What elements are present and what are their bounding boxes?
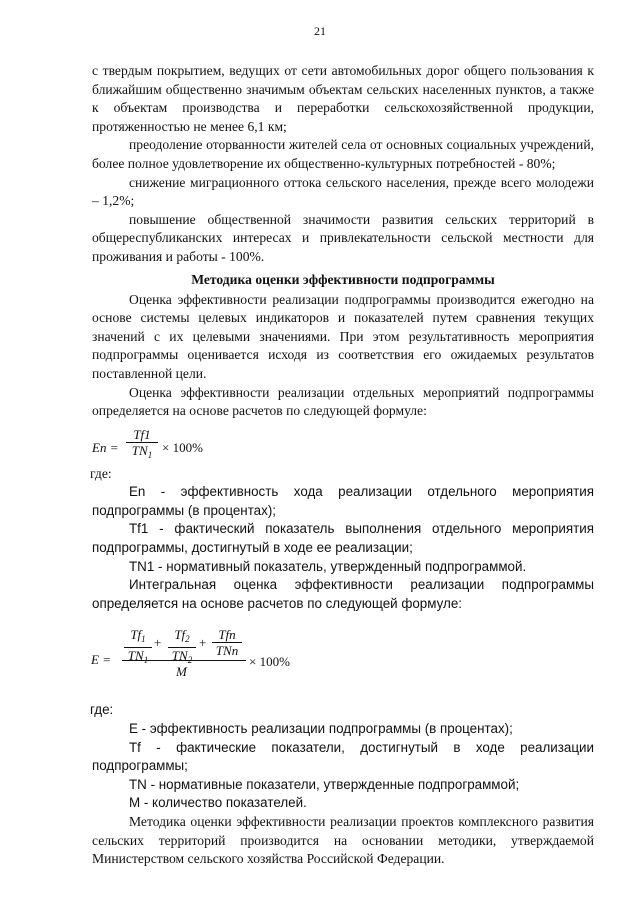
- formula2-lhs: E =: [91, 652, 111, 668]
- formula2-fraction-2: $\frac{Tf_2}{TN_2}$: [168, 627, 196, 668]
- definition-en: En - эффективность хода реализации отдельного мероприятия подпрограммы (в процентах);: [92, 484, 594, 518]
- paragraph-method-description: Оценка эффективности реализации подпрограммы производится ежегодно на основе системы целевых индикаторов и показателей путем сравнения текущих значений с их целевыми значениями. При этом результативность мероприятия подпрограммы оценивается исходя из соответствия его ожидаемых результатов поставленной цели.: [92, 291, 594, 381]
- definition-tn1: TN1 - нормативный показатель, утвержденный подпрограммой.: [129, 558, 527, 574]
- definition-tf1: Tf1 - фактический показатель выполнения отдельного мероприятия подпрограммы, достигнутый в ходе ее реализации;: [92, 521, 594, 556]
- definition-m: M - количество показателей.: [129, 795, 307, 811]
- formula2-plus-2: +: [199, 635, 207, 651]
- page-number: 21: [314, 24, 326, 38]
- formula2-denominator: M: [176, 664, 187, 680]
- formula1-fraction: [126, 427, 158, 463]
- formula1-multiplier: × 100%: [162, 439, 203, 455]
- where-label-1: где:: [90, 465, 112, 481]
- definition-e: E - эффективность реализации подпрограммы (в процентах);: [129, 721, 513, 737]
- formula1-numerator: Tf1: [126, 427, 158, 443]
- formula-event-efficiency: [92, 427, 594, 465]
- formula2-fraction-n: Tfn TNn: [212, 627, 242, 658]
- paragraph-final: Методика оценки эффективности реализации проектов комплексного развития сельских территорий производится на основании методики, утверждаемой Министерством сельского хозяйства Российской Федерации.: [92, 814, 594, 867]
- formula2-fraction-1: $\frac{Tf_1}{TN_1}$: [124, 627, 152, 668]
- paragraph-integral-intro: Интегральная оценка эффективности реализации подпрограммы определяется на основе расчетов по следующей формуле:: [92, 577, 594, 611]
- page-body: [92, 62, 594, 869]
- paragraph-continuation: с твердым покрытием, ведущих от сети автомобильных дорог общего пользования к ближайшим общественно значимым объектам сельских населенных пунктов, а также к объектам производства и переработки сельскохозяйственной продукции, протяженностью не менее 6,1 км;: [92, 63, 594, 134]
- section-heading: Методика оценки эффективности подпрограммы: [191, 271, 495, 287]
- paragraph-migration: снижение миграционного оттока сельского населения, прежде всего молодежи – 1,2%;: [92, 174, 594, 209]
- formula2-plus-1: +: [154, 635, 162, 651]
- paragraph-social-institutions: преодоление оторванности жителей села от основных социальных учреждений, более полное удовлетворение их общественно-культурных потребностей - 80%;: [92, 137, 594, 171]
- definition-tf: Tf - фактические показатели, достигнутый в ходе реализации подпрограммы;: [92, 739, 594, 774]
- paragraph-significance: повышение общественной значимости развития сельских территорий в общереспубликанских интересах и привлекательности сельской местности для проживания и работы - 100%.: [92, 211, 594, 264]
- formula2-main-fraction-bar: [122, 660, 246, 661]
- where-label-2: где:: [90, 702, 114, 718]
- formula1-lhs: En =: [92, 439, 119, 455]
- paragraph-formula-intro: Оценка эффективности реализации отдельных мероприятий подпрограммы определяется на основе расчетов по следующей формуле:: [92, 384, 594, 419]
- definition-tn: TN - нормативные показатели, утвержденные подпрограммой;: [129, 776, 520, 792]
- formula2-multiplier: × 100%: [249, 654, 290, 670]
- formula1-denominator: $TN_1$: [131, 442, 153, 460]
- formula-integral-efficiency: [92, 621, 594, 695]
